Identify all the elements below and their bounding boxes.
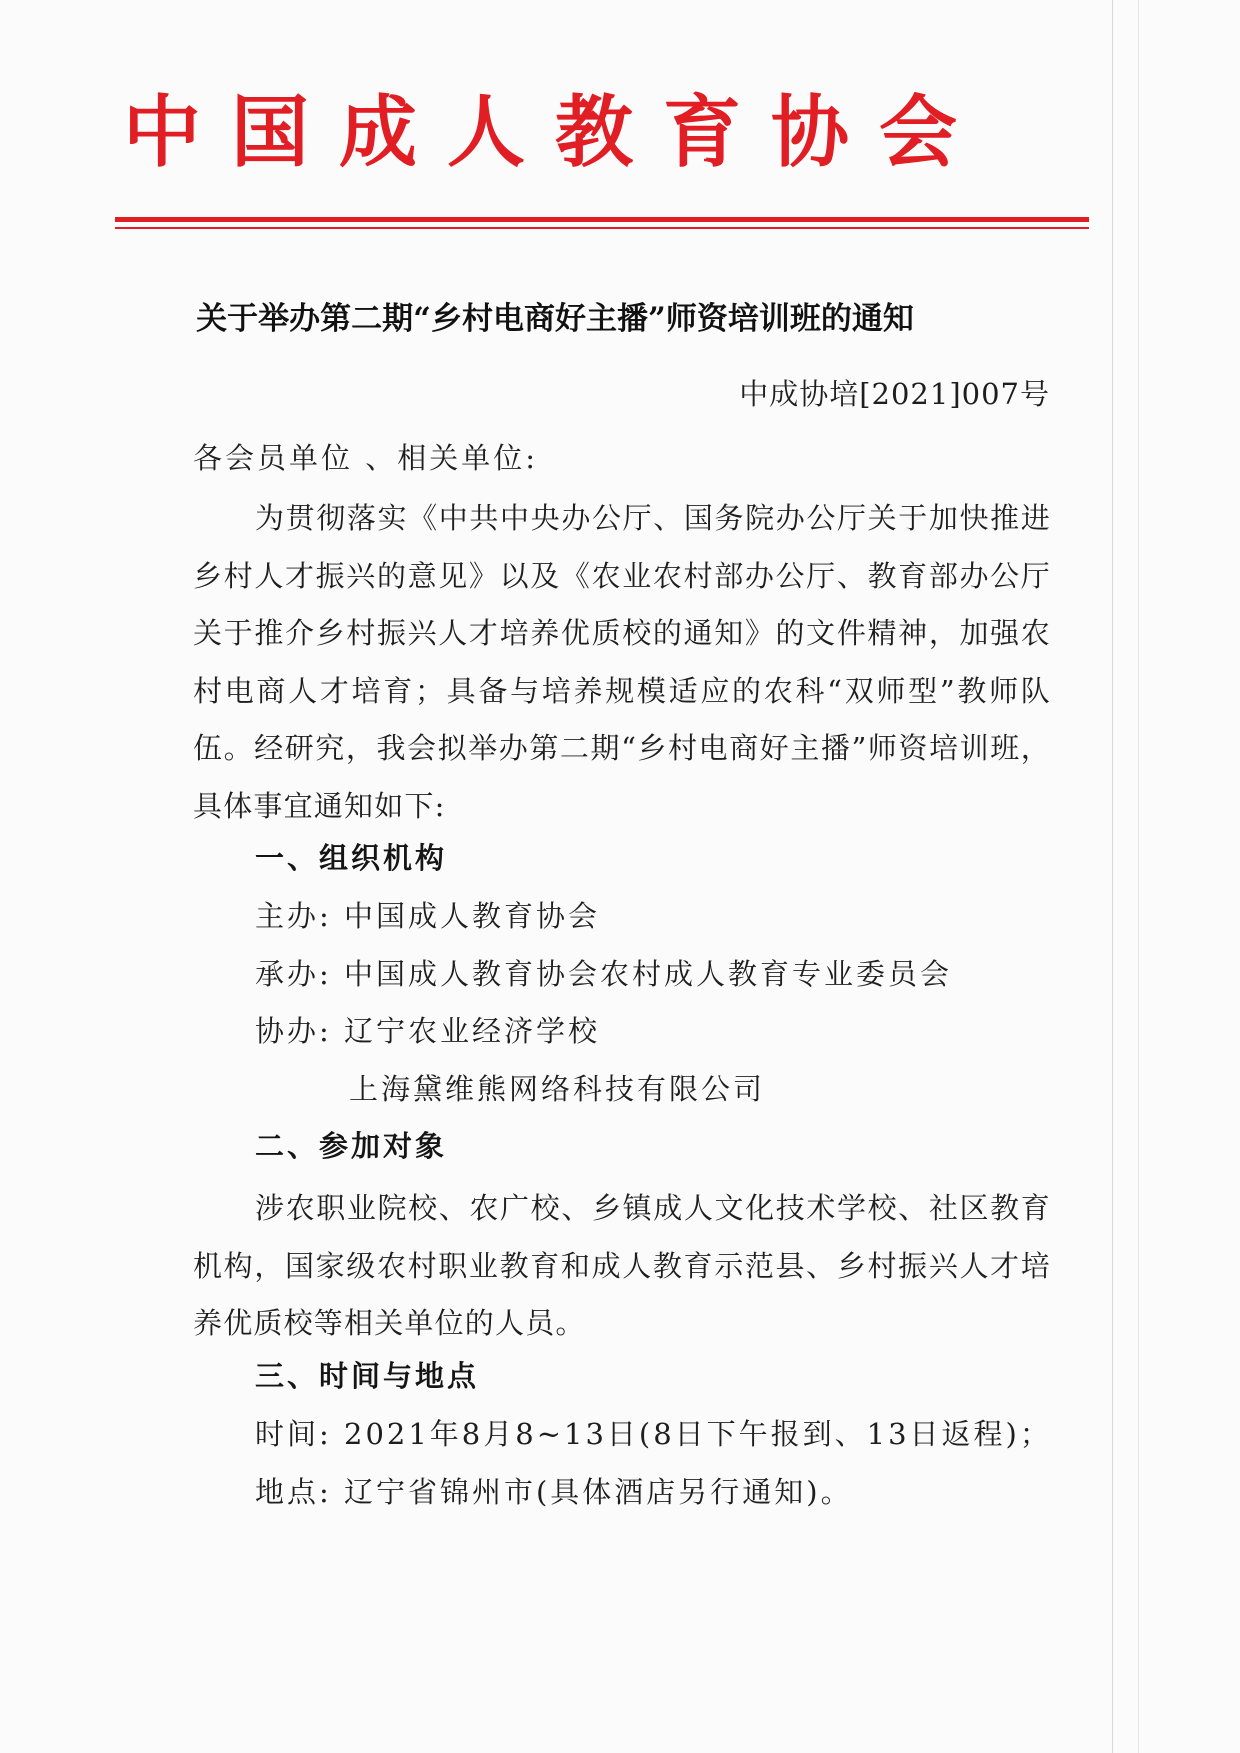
letterhead-red-rule-thin: [115, 227, 1089, 229]
section-heading-organization: 一、组织机构: [255, 841, 448, 875]
organizer-host: 主办: 中国成人教育协会: [255, 899, 600, 933]
intro-paragraph: 为贯彻落实《中共中央办公厅、国务院办公厅关于加快推进乡村人才振兴的意见》以及《农业农村部办公厅、教育部办公厅关于推介乡村振兴人才培养优质校的通知》的文件精神，加强农村电商人才培育；具备与培养规模适应的农科“双师型”教师队伍。经研究，我会拟举办第二期“乡村电商好主播”师资培训班，具体事宜通知如下:: [193, 501, 1051, 823]
page-edge-line: [1138, 0, 1139, 1753]
organizer-undertaker: 承办: 中国成人教育协会农村成人教育专业委员会: [255, 957, 952, 991]
document-number: 中成协培[2021]007号: [739, 377, 1050, 411]
event-location: 地点: 辽宁省锦州市(具体酒店另行通知)。: [255, 1475, 853, 1509]
section-heading-time-place: 三、时间与地点: [255, 1359, 480, 1393]
participants-paragraph: 涉农职业院校、农广校、乡镇成人文化技术学校、社区教育机构，国家级农村职业教育和成人教育示范县、乡村振兴人才培养优质校等相关单位的人员。: [193, 1191, 1051, 1341]
salutation: 各会员单位 、相关单位:: [193, 441, 538, 475]
section-heading-participants: 二、参加对象: [255, 1129, 448, 1163]
organizer-cosponsor-2: 上海黛维熊网络科技有限公司: [349, 1072, 766, 1106]
page-edge-line: [1112, 0, 1113, 1753]
event-time: 时间: 2021年8月8~13日(8日下午报到、13日返程)；: [255, 1417, 1052, 1451]
organizer-cosponsor: 协办: 辽宁农业经济学校: [255, 1014, 600, 1048]
document-title: 关于举办第二期“乡村电商好主播”师资培训班的通知: [196, 301, 914, 337]
letterhead-red-rule: [115, 217, 1089, 222]
letterhead-org-name: 中国成人教育协会: [122, 87, 987, 178]
